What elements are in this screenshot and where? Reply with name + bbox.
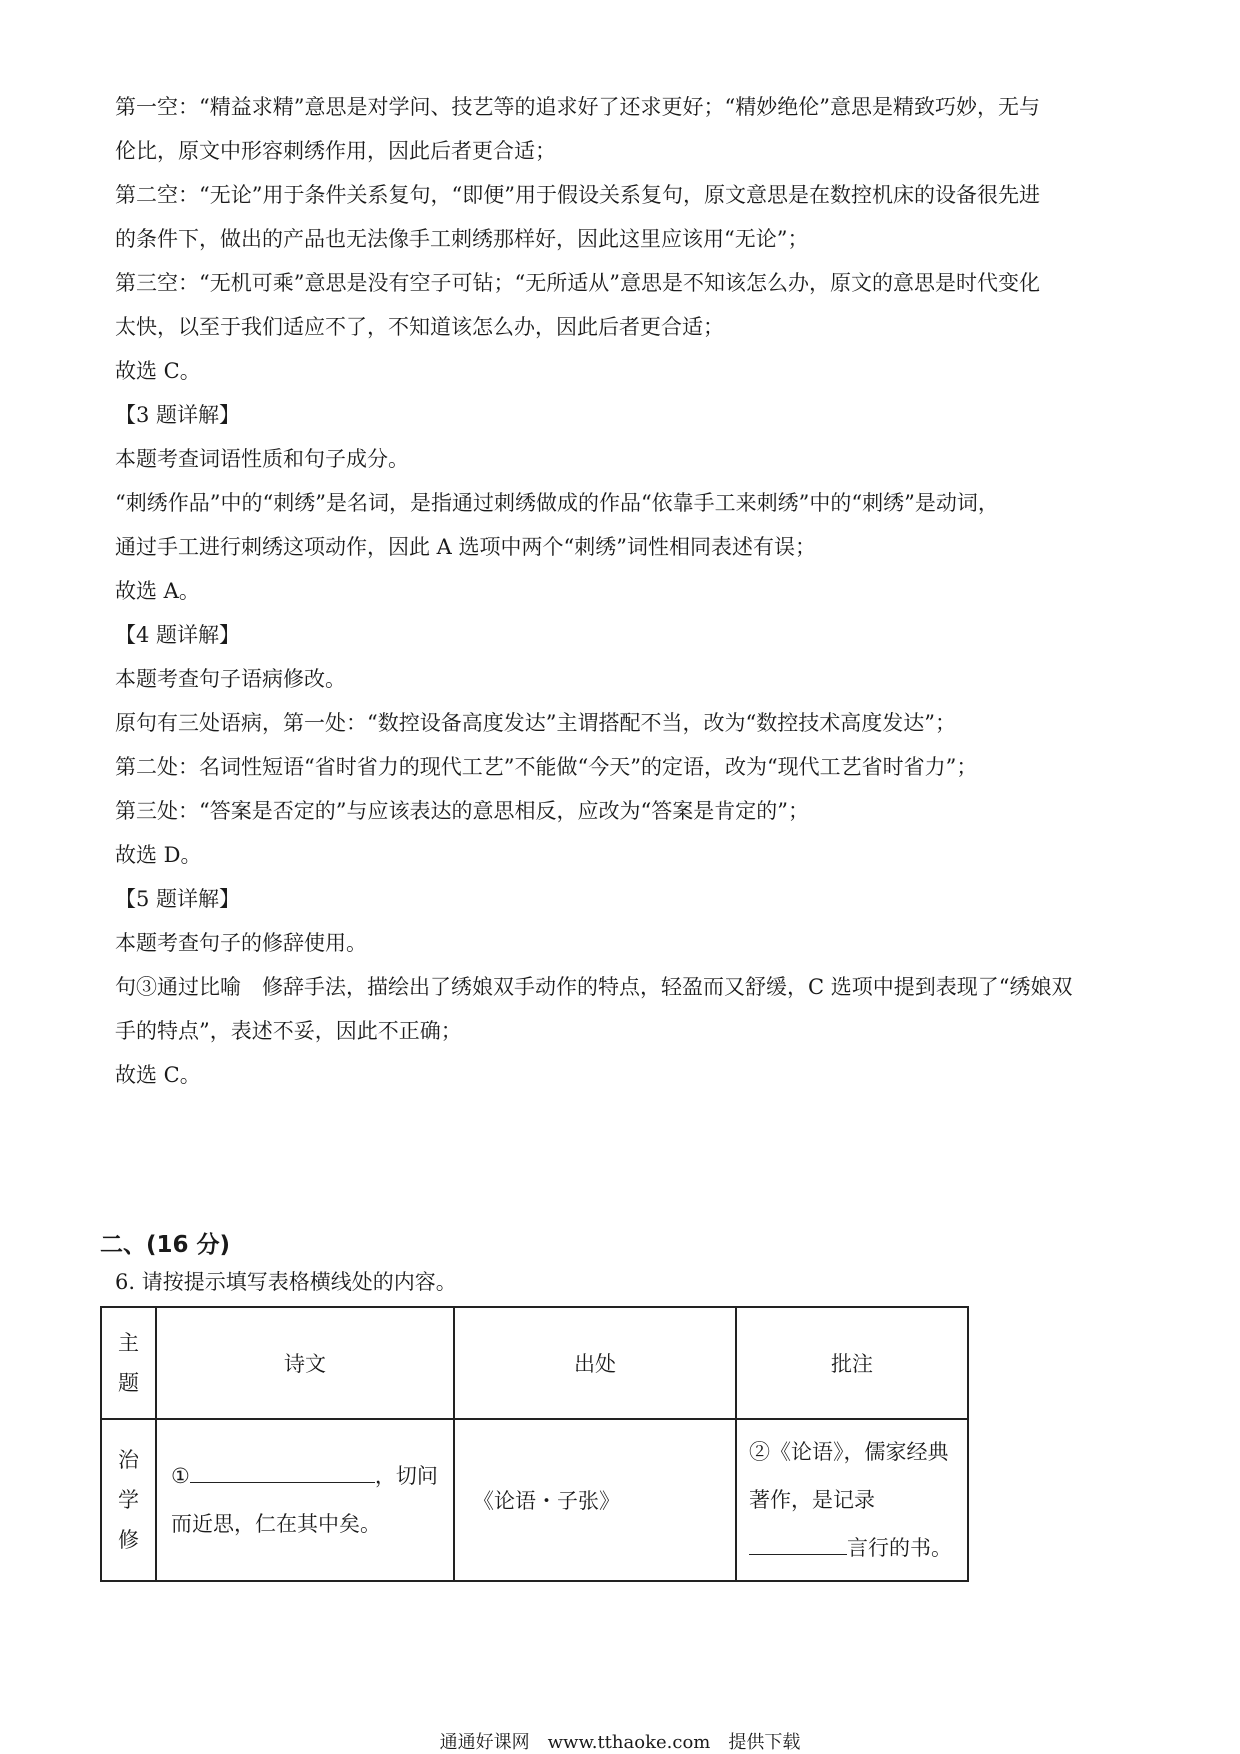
answer-blank-2[interactable] — [749, 1532, 847, 1555]
text-line: 太快，以至于我们适应不了，不知道该怎么办，因此后者更合适； — [115, 315, 724, 339]
text-line: 句③通过比喻 修辞手法，描绘出了绣娘双手动作的特点，轻盈而又舒缓，C 选项中提到表现了“绣娘双 — [115, 975, 1073, 999]
text-line: 第三处：“答案是否定的”与应该表达的意思相反，应改为“答案是肯定的”； — [115, 799, 809, 823]
header-theme: 主 题 — [101, 1307, 156, 1419]
answer-line: 故选 C。 — [115, 1063, 201, 1087]
header-poem: 诗文 — [156, 1307, 454, 1419]
answer-blank-1[interactable] — [190, 1460, 375, 1483]
text-line: 通过手工进行刺绣这项动作，因此 A 选项中两个“刺绣”词性相同表述有误； — [115, 535, 816, 559]
text-line: “刺绣作品”中的“刺绣”是名词，是指通过刺绣做成的作品“依靠手工来刺绣”中的“刺绣”是动词， — [115, 491, 999, 515]
table-row — [101, 1419, 968, 1581]
answer-line: 故选 D。 — [115, 843, 202, 867]
text-line: 第二空：“无论”用于条件关系复句，“即便”用于假设关系复句，原文意思是在数控机床的设备很先进 — [115, 183, 1040, 207]
text-line: 本题考查句子语病修改。 — [115, 667, 346, 691]
text-line: 原句有三处语病，第一处：“数控设备高度发达”主谓搭配不当，改为“数控技术高度发达”； — [115, 711, 956, 735]
text-line: 本题考查句子的修辞使用。 — [115, 931, 367, 955]
text-line: 手的特点”，表述不妥，因此不正确； — [115, 1019, 462, 1043]
cell-theme: 治 学 修 — [101, 1419, 156, 1581]
text-line: 的条件下，做出的产品也无法像手工刺绣那样好，因此这里应该用“无论”； — [115, 227, 809, 251]
subheading: 【3 题详解】 — [115, 403, 241, 427]
cell-poem: ① ，切问 而近思，仁在其中矣。 — [156, 1419, 454, 1581]
text-line: 第一空：“精益求精”意思是对学问、技艺等的追求好了还求更好；“精妙绝伦”意思是精致巧妙，无与 — [115, 95, 1040, 119]
subheading: 【5 题详解】 — [115, 887, 241, 911]
header-note: 批注 — [736, 1307, 968, 1419]
subheading: 【4 题详解】 — [115, 623, 241, 647]
cell-note: ②《论语》，儒家经典 著作，是记录 言行的书。 — [736, 1419, 968, 1581]
table-header-row — [101, 1307, 968, 1419]
cell-source: 《论语・子张》 — [454, 1419, 736, 1581]
fill-in-table — [100, 1306, 969, 1582]
text-line: 本题考查词语性质和句子成分。 — [115, 447, 409, 471]
header-source: 出处 — [454, 1307, 736, 1419]
text-line: 伦比，原文中形容刺绣作用，因此后者更合适； — [115, 139, 556, 163]
answer-line: 故选 A。 — [115, 579, 200, 603]
question-prompt: 6. 请按提示填写表格横线处的内容。 — [115, 1270, 457, 1294]
text-line: 第二处：名词性短语“省时省力的现代工艺”不能做“今天”的定语，改为“现代工艺省时省力”； — [115, 755, 978, 779]
answer-line: 故选 C。 — [115, 359, 201, 383]
text-line: 第三空：“无机可乘”意思是没有空子可钻；“无所适从”意思是不知该怎么办，原文的意思是时代变化 — [115, 271, 1040, 295]
footer-source: 通通好课网 www.tthaoke.com 提供下载 — [439, 1732, 801, 1753]
section-heading: 二、(16 分) — [100, 1232, 231, 1258]
